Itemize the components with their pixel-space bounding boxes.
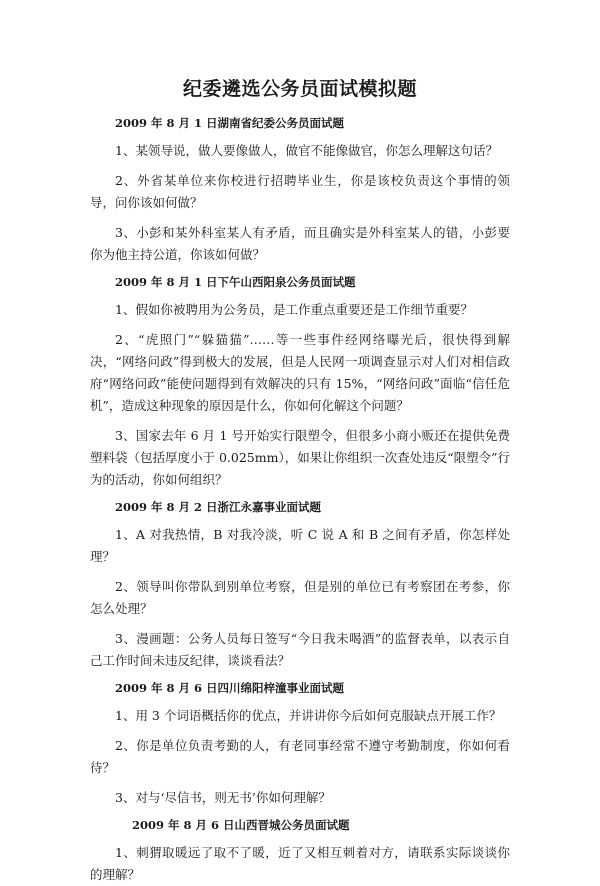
question-section-hunan: [90, 115, 510, 266]
section-heading: 2009 年 8 月 6 日四川绵阳梓潼事业面试题: [115, 681, 345, 695]
question-item: 2、“虎照门”“躲猫猫”……等一些事件经网络曝光后，很快得到解决，“网络问政”得到极大的发展，但是人民网一项调查显示对人们对相信政府“网络问政”能使问题得到有效解决的只有 15%，“网络问政”面临“信任危机”，造成这种现象的原因是什么，你如何化解这个问题？: [90, 332, 510, 413]
question-section-zitong: [90, 680, 510, 809]
section-heading: 2009 年 8 月 1 日湖南省纪委公务员面试题: [115, 116, 345, 130]
question-item: 1、刺猬取暖远了取不了暖，近了又相互刺着对方，请联系实际谈谈你的理解？: [90, 845, 510, 882]
question-item: 3、国家去年 6 月 1 号开始实行限塑令，但很多小商小贩还在提供免费塑料袋（包括厚度小于 0.025mm），如果让你组织一次查处违反“限塑令”行为的活动，你如何组织？: [90, 428, 510, 487]
question-item: 3、对与‘尽信书，则无书’你如何理解？: [115, 790, 331, 805]
question-item: 1、A 对我热情，B 对我冷淡，听 C 说 A 和 B 之间有矛盾，你怎样处理？: [90, 527, 510, 564]
question-item: 3、小彭和某外科室某人有矛盾，而且确实是外科室某人的错，小彭要你为他主持公道，你该如何做？: [90, 225, 510, 262]
section-heading: 2009 年 8 月 2 日浙江永嘉事业面试题: [115, 500, 322, 514]
question-section-jincheng: [90, 817, 510, 886]
question-item: 1、假如你被聘用为公务员，是工作重点重要还是工作细节重要？: [115, 302, 473, 317]
question-item: 1、用 3 个词语概括你的优点，并讲讲你今后如何克服缺点开展工作？: [115, 708, 502, 723]
question-item: 3、漫画题：公务人员每日签写“今日我未喝酒”的监督表单，以表示自己工作时间未违反纪律，谈谈看法？: [90, 631, 510, 668]
question-item: 2、你是单位负责考勤的人，有老同事经常不遵守考勤制度，你如何看待？: [90, 738, 510, 775]
question-item: 1、某领导说，做人要像做人，做官不能像做官，你怎么理解这句话？: [115, 143, 498, 158]
question-item: 2、外省某单位来你校进行招聘毕业生，你是该校负责这个事情的领导，问你该如何做？: [90, 173, 510, 210]
page-title: 纪委遴选公务员面试模拟题: [182, 78, 417, 100]
question-section-yongjia: [90, 499, 510, 672]
section-heading: 2009 年 8 月 1 日下午山西阳泉公务员面试题: [115, 275, 356, 289]
question-item: 2、领导叫你带队到别单位考察，但是别的单位已有考察团在考参，你怎么处理？: [90, 579, 510, 616]
section-heading: 2009 年 8 月 6 日山西晋城公务员面试题: [132, 818, 350, 832]
question-section-yangquan: [90, 274, 510, 491]
